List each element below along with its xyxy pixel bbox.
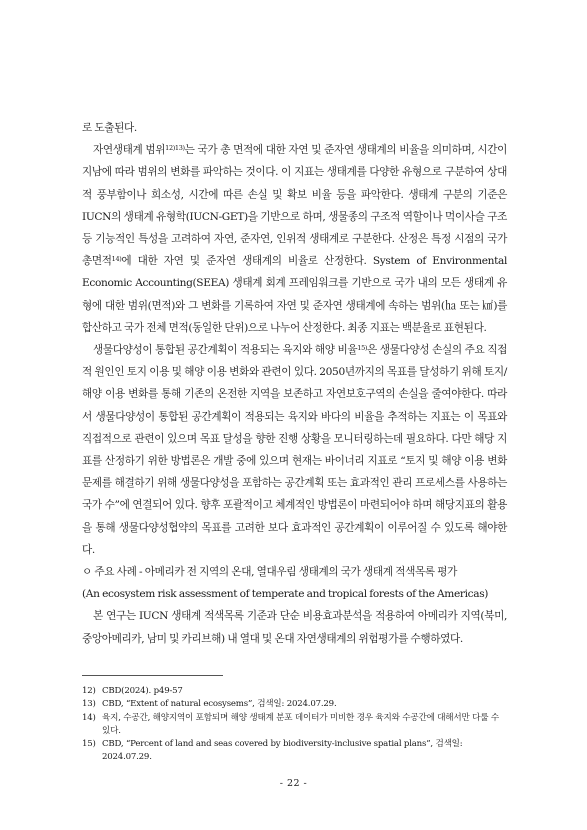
case-heading: ㅇ 주요 사례 - 아메리카 전 지역의 온대, 열대우림 생태계의 국가 생태계 적색목록 평가 — [82, 566, 458, 579]
paragraph-text: 생물다양성이 통합된 공간계획이 적용되는 육지와 해양 비율 — [93, 344, 358, 357]
footnote-item — [82, 698, 507, 711]
footnote-text: CBD, “Percent of land and seas covered by biodiversity-inclusive spatial plans”, 검색일: 2024.07.29. — [102, 739, 463, 763]
footnote-ref[interactable]: 14) — [111, 255, 122, 264]
footnote-number: 15) — [82, 739, 96, 750]
footnote-item — [82, 712, 507, 739]
paragraph-text: 에 대한 자연 및 준자연 생태계의 비율로 산정한다. System of Environmental Economic Accounting(SEEA) 생태계 회계 프레임워크를 기반으로 국가 내의 모든 생태계 유형에 대한 범위(면적)와 그 변화를 기록하여 자연 및 준자연 생태계에 속하는 범위(㏊ 또는 ㎢)를 합산하고 국가 전체 면적(동일한 단위)으로 나누어 산정한다. 최종 지표는 백분율로 표현된다. — [82, 255, 507, 334]
footnote-divider — [82, 675, 223, 676]
footnote-item — [82, 738, 507, 765]
footnote-text: CBD, “Extent of natural ecosysems”, 검색일: 2024.07.29. — [102, 699, 337, 710]
paragraph-text: 은 생물다양성 손실의 주요 직접적 원인인 토지 이용 및 해양 이용 변화와 관련이 있다. 2050년까지의 목표를 달성하기 위해 토지/해양 이용 변화를 통해 기존의 온전한 지역을 보존하고 자연보호구역의 손실을 줄여야한다. 따라서 생물다양성이 통합된 공간계획이 적용되는 육지와 바다의 비율을 추적하는 지표는 이 목표와 직접적으로 관련이 있으며 목표 달성을 향한 진행 상황을 모니터링하는데 필요하다. 다만 해당 지표를 산정하기 위한 방법론은 개발 중에 있으며 현재는 바이너리 지표로 “토지 및 해양 이용 변화 문제를 해결하기 위해 생물다양성을 포함하는 공간계획 또는 효과적인 관리 프로세스를 사용하는 국가 수”에 연결되어 있다. 향후 포괄적이고 체계적인 방법론이 마련되어야 하며 해당지표의 활용을 통해 생물다양성협약의 목표를 고려한 보다 효과적인 공간계획이 이루어질 수 있도록 해야한다. — [82, 344, 507, 556]
footnote-text: 육지, 수공간, 해양지역이 포함되며 해양 생태계 분포 데이터가 미비한 경우 육지와 수공간에 대해서만 다룰 수 있다. — [102, 712, 499, 736]
paragraph-continuation: 로 도출된다. — [82, 122, 137, 134]
page-number: - 22 - — [279, 778, 308, 789]
paragraph-spatial-planning — [82, 339, 507, 561]
footnote-ref[interactable]: 12)13) — [165, 144, 185, 153]
footnote-ref[interactable]: 15) — [357, 344, 368, 353]
footnote-number: 13) — [82, 699, 96, 710]
footnote-item — [82, 685, 507, 698]
case-subtitle: (An ecosystem risk assessment of temperate and tropical forests of the Americas) — [82, 588, 489, 601]
body-text — [82, 117, 507, 650]
footnote-text: CBD(2024). p49-57 — [102, 686, 183, 696]
paragraph-study: 본 연구는 IUCN 생태계 적색목록 기준과 단순 비용효과분석을 적용하여 아메리카 지역(북미, 중앙아메리카, 남미 및 카리브해) 내 열대 및 온대 자연생태계의 위험평가를 수행하였다. — [82, 610, 507, 645]
footnote-number: 14) — [82, 712, 96, 723]
paragraph-natural-ecosystem-extent — [82, 139, 507, 339]
footnotes — [82, 685, 507, 765]
paragraph-text: 자연생태계 범위 — [93, 144, 166, 157]
footnote-number: 12) — [82, 686, 96, 696]
paragraph-text: 는 국가 총 면적에 대한 자연 및 준자연 생태계의 비율을 의미하며, 시간이 지남에 따라 범위의 변화를 파악하는 것이다. 이 지표는 생태계를 다양한 유형으로 구분하여 상대적 풍부함이나 희소성, 시간에 따른 손실 및 확보 비율 등을 파악한다. 생태계 구분의 기준은 IUCN의 생태계 유형학(IUCN-GET)을 기반으로 하며, 생물종의 구조적 역할이나 먹이사슬 구조 등 기능적인 특성을 고려하여 자연, 준자연, 인위적 생태계로 구분한다. 산정은 특정 시점의 국가 총면적 — [82, 144, 507, 268]
